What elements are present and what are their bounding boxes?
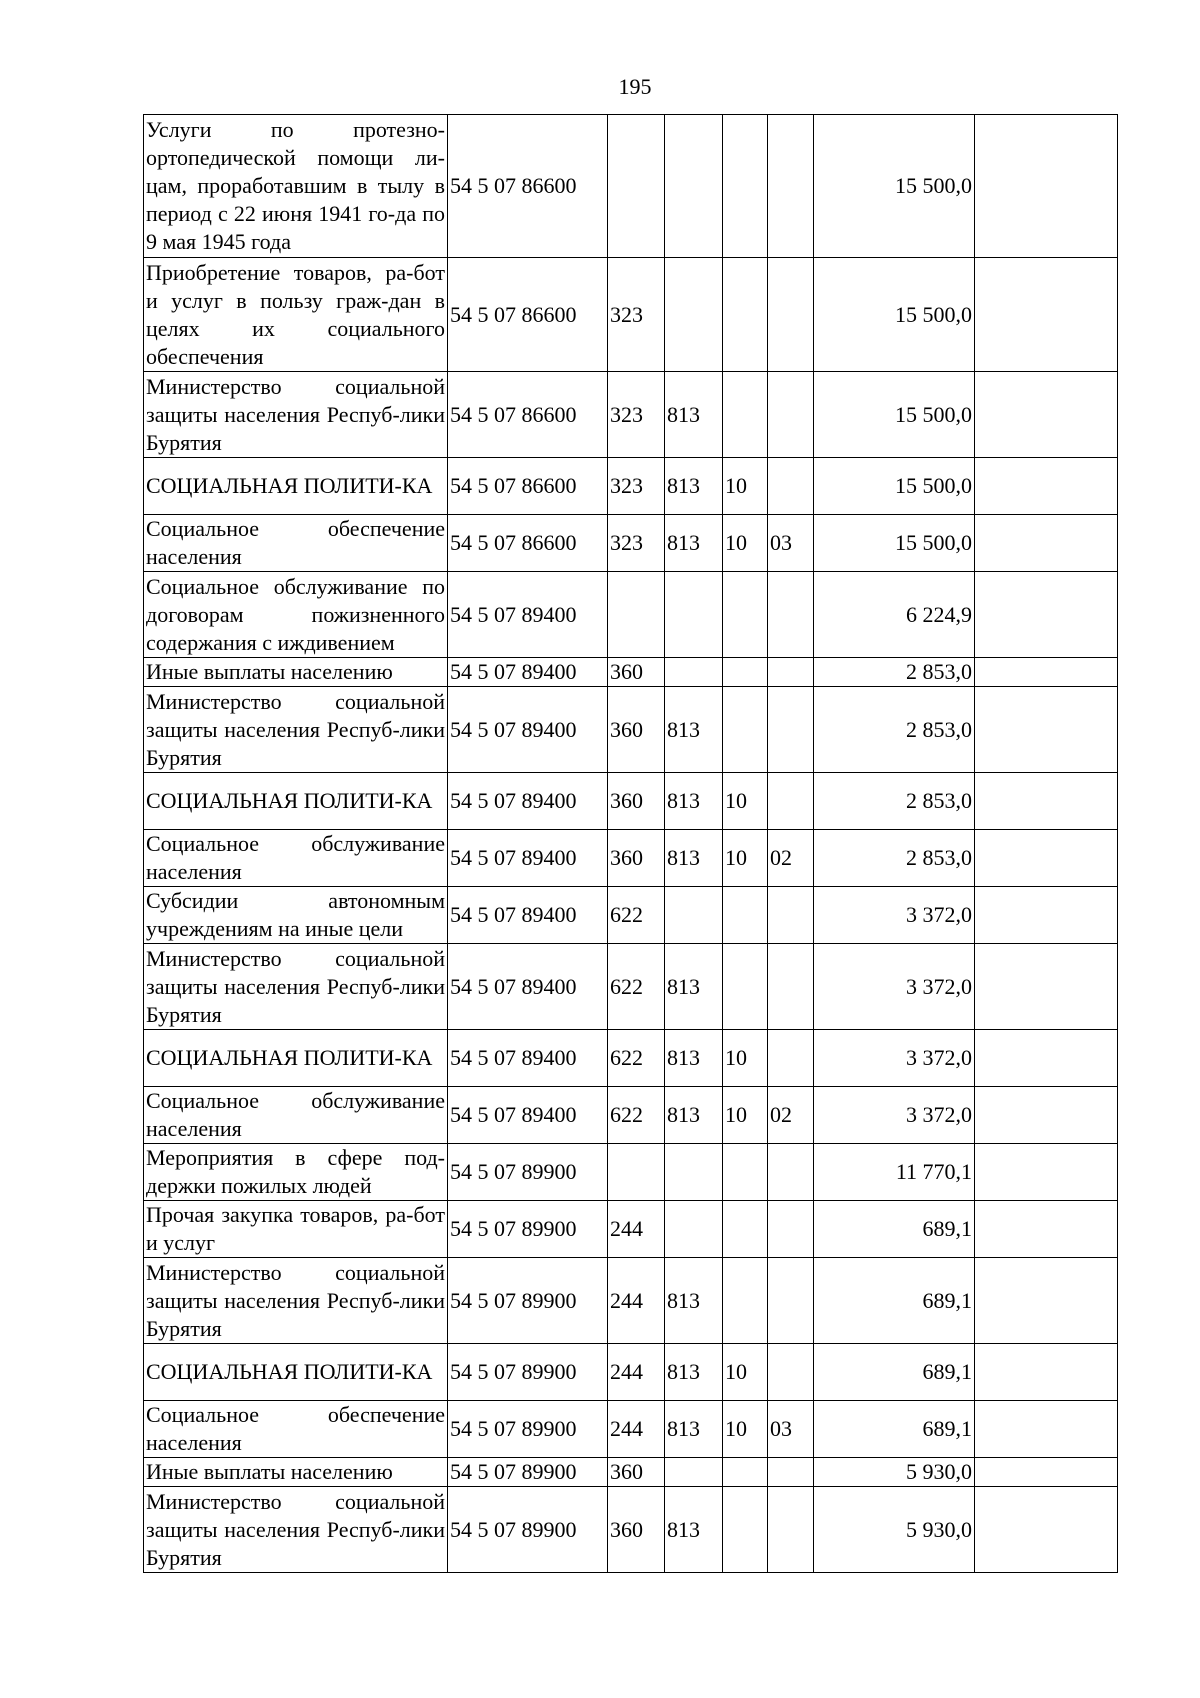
amount: 15 500,0	[814, 372, 975, 458]
expense-type: 360	[608, 773, 665, 830]
section-code	[723, 944, 768, 1030]
subsection-code	[768, 1144, 814, 1201]
section-code	[723, 372, 768, 458]
table-row	[144, 1344, 1118, 1401]
subsection-code	[768, 458, 814, 515]
section-code	[723, 1258, 768, 1344]
table-row	[144, 1030, 1118, 1087]
amount: 11 770,1	[814, 1144, 975, 1201]
row-name: Мероприятия в сфере под-держки пожилых людей	[144, 1144, 448, 1201]
expense-type: 360	[608, 658, 665, 687]
table-row	[144, 515, 1118, 572]
section-code	[723, 258, 768, 372]
row-name: Социальное обслуживание по договорам пожизненного содержания с иждивением	[144, 572, 448, 658]
ministry-code: 813	[665, 830, 723, 887]
target-code: 54 5 07 89900	[448, 1258, 608, 1344]
row-name: СОЦИАЛЬНАЯ ПОЛИТИ-КА	[144, 1030, 448, 1087]
expense-type	[608, 1144, 665, 1201]
subsection-code	[768, 1487, 814, 1573]
ministry-code	[665, 887, 723, 944]
amount: 689,1	[814, 1401, 975, 1458]
section-code	[723, 887, 768, 944]
ministry-code	[665, 572, 723, 658]
expense-type: 360	[608, 1458, 665, 1487]
section-code	[723, 1144, 768, 1201]
extra-cell	[975, 515, 1118, 572]
section-code: 10	[723, 1030, 768, 1087]
table-row	[144, 773, 1118, 830]
budget-table	[143, 114, 1118, 1573]
target-code: 54 5 07 89900	[448, 1144, 608, 1201]
target-code: 54 5 07 89400	[448, 658, 608, 687]
extra-cell	[975, 830, 1118, 887]
target-code: 54 5 07 89400	[448, 687, 608, 773]
subsection-code	[768, 944, 814, 1030]
target-code: 54 5 07 89900	[448, 1201, 608, 1258]
amount: 689,1	[814, 1258, 975, 1344]
target-code: 54 5 07 89900	[448, 1401, 608, 1458]
target-code: 54 5 07 86600	[448, 458, 608, 515]
subsection-code	[768, 572, 814, 658]
amount: 5 930,0	[814, 1458, 975, 1487]
row-name: Социальное обеспечение населения	[144, 515, 448, 572]
ministry-code: 813	[665, 1487, 723, 1573]
ministry-code	[665, 1458, 723, 1487]
target-code: 54 5 07 89400	[448, 944, 608, 1030]
expense-type: 244	[608, 1401, 665, 1458]
table-row	[144, 1144, 1118, 1201]
row-name: Иные выплаты населению	[144, 1458, 448, 1487]
page-number: 195	[618, 74, 652, 99]
target-code: 54 5 07 89400	[448, 887, 608, 944]
amount: 689,1	[814, 1344, 975, 1401]
section-code	[723, 1201, 768, 1258]
amount: 3 372,0	[814, 1030, 975, 1087]
table-row	[144, 944, 1118, 1030]
target-code: 54 5 07 89900	[448, 1487, 608, 1573]
row-name: СОЦИАЛЬНАЯ ПОЛИТИ-КА	[144, 458, 448, 515]
amount: 3 372,0	[814, 1087, 975, 1144]
expense-type: 622	[608, 887, 665, 944]
section-code: 10	[723, 1087, 768, 1144]
table-row	[144, 372, 1118, 458]
extra-cell	[975, 115, 1118, 258]
table-row	[144, 258, 1118, 372]
subsection-code	[768, 887, 814, 944]
row-name: СОЦИАЛЬНАЯ ПОЛИТИ-КА	[144, 773, 448, 830]
row-name: Социальное обслуживание населения	[144, 830, 448, 887]
expense-type: 323	[608, 372, 665, 458]
row-name: Социальное обслуживание населения	[144, 1087, 448, 1144]
expense-type: 244	[608, 1344, 665, 1401]
amount: 2 853,0	[814, 658, 975, 687]
target-code: 54 5 07 89400	[448, 1030, 608, 1087]
subsection-code: 03	[768, 1401, 814, 1458]
extra-cell	[975, 1201, 1118, 1258]
table-row	[144, 687, 1118, 773]
table-row	[144, 458, 1118, 515]
expense-type: 622	[608, 1030, 665, 1087]
section-code: 10	[723, 1344, 768, 1401]
subsection-code: 02	[768, 1087, 814, 1144]
table-row	[144, 1201, 1118, 1258]
amount: 6 224,9	[814, 572, 975, 658]
table-row	[144, 658, 1118, 687]
table-row	[144, 572, 1118, 658]
extra-cell	[975, 458, 1118, 515]
section-code: 10	[723, 773, 768, 830]
expense-type: 323	[608, 258, 665, 372]
expense-type: 323	[608, 458, 665, 515]
ministry-code	[665, 258, 723, 372]
row-name: Министерство социальной защиты населения Респуб-лики Бурятия	[144, 1258, 448, 1344]
extra-cell	[975, 1458, 1118, 1487]
subsection-code: 03	[768, 515, 814, 572]
row-name: Иные выплаты населению	[144, 658, 448, 687]
table-row	[144, 1458, 1118, 1487]
target-code: 54 5 07 89900	[448, 1458, 608, 1487]
expense-type	[608, 572, 665, 658]
table-row	[144, 1258, 1118, 1344]
amount: 15 500,0	[814, 258, 975, 372]
section-code: 10	[723, 458, 768, 515]
row-name: Прочая закупка товаров, ра-бот и услуг	[144, 1201, 448, 1258]
section-code: 10	[723, 830, 768, 887]
table-row	[144, 1487, 1118, 1573]
row-name: Субсидии автономным учреждениям на иные цели	[144, 887, 448, 944]
section-code	[723, 572, 768, 658]
amount: 15 500,0	[814, 515, 975, 572]
section-code: 10	[723, 1401, 768, 1458]
extra-cell	[975, 773, 1118, 830]
subsection-code	[768, 1258, 814, 1344]
subsection-code	[768, 258, 814, 372]
ministry-code: 813	[665, 515, 723, 572]
ministry-code: 813	[665, 687, 723, 773]
table-row	[144, 887, 1118, 944]
table-row	[144, 830, 1118, 887]
section-code	[723, 115, 768, 258]
section-code	[723, 658, 768, 687]
expense-type: 244	[608, 1201, 665, 1258]
ministry-code: 813	[665, 1087, 723, 1144]
subsection-code	[768, 773, 814, 830]
subsection-code	[768, 658, 814, 687]
extra-cell	[975, 258, 1118, 372]
extra-cell	[975, 372, 1118, 458]
subsection-code	[768, 687, 814, 773]
amount: 15 500,0	[814, 115, 975, 258]
ministry-code: 813	[665, 1344, 723, 1401]
row-name: Министерство социальной защиты населения Респуб-лики Бурятия	[144, 372, 448, 458]
extra-cell	[975, 887, 1118, 944]
target-code: 54 5 07 89400	[448, 773, 608, 830]
subsection-code	[768, 1344, 814, 1401]
subsection-code	[768, 1030, 814, 1087]
expense-type	[608, 115, 665, 258]
row-name: Услуги по протезно-ортопедической помощи ли-цам, проработавшим в тылу в период с 22 июня 1941 го-да по 9 мая 1945 года	[144, 115, 448, 258]
amount: 3 372,0	[814, 944, 975, 1030]
row-name: СОЦИАЛЬНАЯ ПОЛИТИ-КА	[144, 1344, 448, 1401]
subsection-code	[768, 1458, 814, 1487]
ministry-code: 813	[665, 458, 723, 515]
expense-type: 360	[608, 1487, 665, 1573]
target-code: 54 5 07 89400	[448, 572, 608, 658]
target-code: 54 5 07 89400	[448, 1087, 608, 1144]
ministry-code: 813	[665, 773, 723, 830]
extra-cell	[975, 944, 1118, 1030]
section-code	[723, 1458, 768, 1487]
subsection-code	[768, 115, 814, 258]
extra-cell	[975, 1030, 1118, 1087]
extra-cell	[975, 1087, 1118, 1144]
expense-type: 323	[608, 515, 665, 572]
extra-cell	[975, 658, 1118, 687]
table-body	[144, 115, 1118, 1573]
expense-type: 360	[608, 687, 665, 773]
extra-cell	[975, 1401, 1118, 1458]
row-name: Социальное обеспечение населения	[144, 1401, 448, 1458]
ministry-code: 813	[665, 944, 723, 1030]
extra-cell	[975, 1144, 1118, 1201]
ministry-code: 813	[665, 1401, 723, 1458]
table-row	[144, 1087, 1118, 1144]
amount: 3 372,0	[814, 887, 975, 944]
row-name: Министерство социальной защиты населения Респуб-лики Бурятия	[144, 1487, 448, 1573]
amount: 2 853,0	[814, 773, 975, 830]
expense-type: 360	[608, 830, 665, 887]
ministry-code: 813	[665, 1258, 723, 1344]
ministry-code	[665, 115, 723, 258]
amount: 689,1	[814, 1201, 975, 1258]
section-code: 10	[723, 515, 768, 572]
amount: 5 930,0	[814, 1487, 975, 1573]
subsection-code	[768, 1201, 814, 1258]
section-code	[723, 1487, 768, 1573]
extra-cell	[975, 1344, 1118, 1401]
row-name: Министерство социальной защиты населения Респуб-лики Бурятия	[144, 944, 448, 1030]
amount: 15 500,0	[814, 458, 975, 515]
section-code	[723, 687, 768, 773]
ministry-code: 813	[665, 1030, 723, 1087]
subsection-code: 02	[768, 830, 814, 887]
extra-cell	[975, 687, 1118, 773]
target-code: 54 5 07 86600	[448, 372, 608, 458]
target-code: 54 5 07 89900	[448, 1344, 608, 1401]
expense-type: 622	[608, 944, 665, 1030]
amount: 2 853,0	[814, 830, 975, 887]
amount: 2 853,0	[814, 687, 975, 773]
ministry-code	[665, 658, 723, 687]
row-name: Министерство социальной защиты населения Респуб-лики Бурятия	[144, 687, 448, 773]
table-row	[144, 115, 1118, 258]
extra-cell	[975, 572, 1118, 658]
extra-cell	[975, 1487, 1118, 1573]
ministry-code	[665, 1144, 723, 1201]
target-code: 54 5 07 86600	[448, 258, 608, 372]
ministry-code: 813	[665, 372, 723, 458]
target-code: 54 5 07 86600	[448, 115, 608, 258]
expense-type: 244	[608, 1258, 665, 1344]
extra-cell	[975, 1258, 1118, 1344]
expense-type: 622	[608, 1087, 665, 1144]
row-name: Приобретение товаров, ра-бот и услуг в пользу граж-дан в целях их социального обеспечения	[144, 258, 448, 372]
target-code: 54 5 07 89400	[448, 830, 608, 887]
table-row	[144, 1401, 1118, 1458]
target-code: 54 5 07 86600	[448, 515, 608, 572]
subsection-code	[768, 372, 814, 458]
ministry-code	[665, 1201, 723, 1258]
